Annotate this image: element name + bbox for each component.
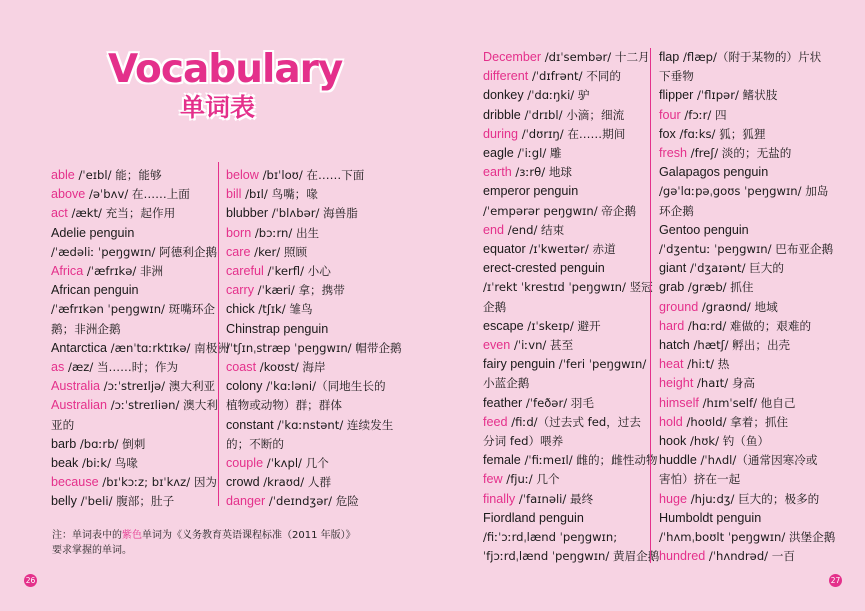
vocab-definition: /fiːˈɔːrdˌlænd ˈpeŋgwɪn;: [483, 530, 618, 545]
vocab-definition: 的；不断的: [226, 436, 284, 451]
vocab-entry: [659, 106, 835, 125]
vocab-entry: [226, 185, 402, 204]
vocab-entry: [51, 204, 229, 223]
vocab-entry: [483, 413, 659, 432]
vocab-word: heat: [659, 357, 684, 372]
vocab-entry: [483, 144, 659, 163]
vocab-entry: [483, 278, 659, 297]
vocab-word: belly: [51, 494, 77, 509]
vocab-word: emperor penguin: [483, 184, 579, 199]
word-column-3: [483, 48, 659, 566]
vocab-definition: ˈfjɔːrdˌlænd ˈpeŋgwɪn/ 黄眉企鹅: [483, 549, 660, 564]
vocab-definition: /bɪl/ 鸟嘴；喙: [241, 187, 318, 202]
vocab-word: Fiordland penguin: [483, 510, 584, 525]
page-number-right: 27: [830, 576, 841, 585]
page-number-left: 26: [25, 576, 36, 585]
vocab-definition: /ˈbeli/ 腹部；肚子: [76, 494, 175, 509]
vocab-definition: /hætʃ/ 孵出；出壳: [689, 338, 791, 353]
vocab-entry: [483, 48, 659, 67]
vocab-definition: /ˈflɪpər/ 鳍状肢: [693, 88, 778, 103]
vocab-definition: 企鹅: [483, 299, 507, 314]
vocab-entry: [659, 451, 835, 470]
vocab-word: eagle: [483, 146, 514, 161]
vocab-word: care: [226, 244, 251, 259]
vocab-word: flap: [659, 50, 680, 64]
vocab-word: crowd: [226, 475, 260, 490]
vocab-definition: /əˈbʌv/ 在……上面: [85, 187, 190, 202]
vocab-word: Australia: [51, 379, 100, 394]
vocab-definition: /ænˈtɑːrktɪkə/ 南极洲: [107, 340, 229, 355]
vocab-entry: [483, 528, 659, 547]
vocab-word: fairy penguin: [483, 357, 556, 372]
vocab-definition: /fiːd/（过去式 fed，过去: [507, 414, 641, 429]
vocab-entry: [659, 67, 835, 86]
vocab-definition: /hʊk/ 钓（鱼）: [686, 434, 770, 449]
vocab-entry: [483, 221, 659, 240]
vocab-entry: [226, 166, 402, 185]
vocab-word: constant: [226, 417, 274, 432]
vocab-word: carry: [226, 283, 254, 298]
vocab-definition: /ˈdɪfrənt/ 不同的: [528, 69, 621, 84]
vocab-entry: [483, 202, 659, 221]
vocab-entry: [659, 317, 835, 336]
vocab-entry: [51, 358, 229, 377]
vocab-word: feed: [483, 414, 508, 429]
vocab-definition: 环企鹅: [659, 203, 694, 218]
vocab-entry: [483, 317, 659, 336]
vocab-definition: /graʊnd/ 地域: [698, 299, 778, 314]
vocab-word: erect-crested penguin: [483, 261, 605, 276]
vocab-entry: [659, 432, 835, 451]
vocab-entry: [226, 377, 402, 396]
vocab-entry: [483, 163, 659, 182]
vocab-entry: [51, 416, 229, 435]
column-divider-left: [218, 162, 219, 506]
vocab-entry: [483, 298, 659, 317]
vocab-definition: /bɪˈloʊ/ 在……下面: [258, 168, 365, 182]
vocab-definition: /hiːt/ 热: [683, 357, 730, 372]
vocab-entry: [659, 259, 835, 278]
vocab-word: Adelie penguin: [51, 225, 135, 240]
vocab-definition: /ˈhʌndrəd/ 一百: [705, 549, 795, 564]
vocab-entry: [483, 490, 659, 509]
vocab-word: Australian: [51, 398, 108, 413]
vocab-definition: /ˈhʌmˌboʊlt ˈpeŋgwɪn/ 洪堡企鹅: [659, 530, 836, 545]
vocab-definition: /ˈdʊrɪŋ/ 在……期间: [518, 126, 626, 141]
vocab-definition: /gəˈlɑːpəˌgoʊs ˈpeŋgwɪn/ 加岛: [659, 184, 829, 199]
vocab-entry: [659, 48, 835, 67]
vocab-entry: [226, 454, 402, 473]
vocab-word: different: [483, 69, 529, 84]
vocab-definition: /fjuː/ 几个: [502, 472, 560, 487]
vocab-definition: /ɔːˈstreɪljə/ 澳大利亚: [100, 379, 216, 394]
vocab-entry: [659, 125, 835, 144]
vocab-definition: 分词 fed）喂养: [483, 434, 564, 449]
vocab-definition: /ˈfeðər/ 羽毛: [522, 395, 594, 410]
vocab-definition: 鹅；非洲企鹅: [51, 321, 121, 336]
column-divider-right: [650, 48, 651, 563]
vocab-entry: [226, 300, 402, 319]
vocab-entry: [659, 202, 835, 221]
vocab-definition: /ˈæfrɪkən ˈpeŋgwɪn/ 斑嘴环企: [51, 302, 216, 317]
vocab-definition: 害怕）挤在一起: [659, 472, 741, 487]
vocab-entry: [483, 374, 659, 393]
vocab-word: female: [483, 453, 521, 468]
vocab-definition: /ˈiːgl/ 雕: [513, 146, 562, 161]
vocab-definition: /ker/ 照顾: [250, 244, 308, 259]
vocab-entry: [226, 339, 402, 358]
vocab-word: beak: [51, 456, 79, 471]
vocab-definition: /dɪˈsembər/ 十二月: [541, 50, 650, 64]
vocab-definition: /ɪˈrekt ˈkrestɪd ˈpeŋgwɪn/ 竖冠: [483, 280, 653, 295]
vocab-definition: 植物或动物）群；群体: [226, 398, 342, 413]
vocab-word: ground: [659, 299, 699, 314]
vocab-entry: [483, 451, 659, 470]
vocab-word: grab: [659, 280, 685, 295]
vocab-definition: /ˈiːvn/ 甚至: [510, 338, 574, 353]
vocab-word: hard: [659, 318, 685, 333]
vocab-word: earth: [483, 165, 512, 180]
vocab-word: equator: [483, 242, 526, 257]
vocab-word: danger: [226, 494, 266, 509]
vocab-definition: /ˈferi ˈpeŋgwɪn/: [555, 357, 647, 372]
title-english: Vocabulary: [108, 47, 343, 92]
vocab-word: hundred: [659, 549, 706, 564]
vocab-entry: [51, 473, 229, 492]
vocab-entry: [659, 394, 835, 413]
vocab-entry: [226, 320, 402, 339]
vocab-definition: /biːk/ 鸟喙: [78, 456, 138, 471]
vocab-word: feather: [483, 395, 523, 410]
vocabulary-title: [108, 47, 343, 138]
vocab-word: hatch: [659, 338, 690, 353]
vocab-word: Antarctica: [51, 340, 107, 355]
vocab-definition: /ˈdeɪndʒər/ 危险: [265, 494, 359, 509]
vocab-word: above: [51, 187, 86, 202]
vocab-definition: /freʃ/ 淡的；无盐的: [687, 146, 792, 161]
vocab-word: December: [483, 50, 542, 64]
title-chinese: 单词表: [180, 93, 256, 122]
vocab-entry: [226, 262, 402, 281]
vocab-entry: [659, 240, 835, 259]
vocab-entry: [483, 394, 659, 413]
vocab-word: Africa: [51, 264, 84, 279]
vocab-word: Galapagos penguin: [659, 165, 769, 180]
vocab-definition: /ækt/ 充当；起作用: [67, 206, 176, 221]
vocab-word: during: [483, 126, 519, 141]
vocab-entry: [659, 298, 835, 317]
vocab-definition: /hɪmˈself/ 他自己: [698, 395, 796, 410]
vocab-definition: /ɪˈskeɪp/ 避开: [523, 318, 601, 333]
vocab-word: African penguin: [51, 283, 139, 298]
vocab-entry: [226, 243, 402, 262]
vocab-definition: /ɜːrθ/ 地球: [511, 165, 573, 180]
vocab-definition: /ˈhʌdl/（通常因寒冷或: [696, 453, 818, 468]
footnote: [52, 528, 362, 558]
vocab-entry: [51, 492, 229, 511]
vocab-definition: /ˈæfrɪkə/ 非洲: [83, 264, 164, 279]
vocab-entry: [483, 509, 659, 528]
vocab-entry: [483, 240, 659, 259]
vocab-entry: [659, 470, 835, 489]
vocab-definition: /ˈdʒaɪənt/ 巨大的: [686, 261, 784, 276]
vocab-entry: [51, 454, 229, 473]
vocab-entry: [659, 528, 835, 547]
vocab-definition: /ˈfiːmeɪl/ 雌的；雌性动物: [520, 453, 658, 468]
vocab-definition: /flæp/（附于某物的）片状: [679, 50, 822, 64]
vocab-word: huge: [659, 491, 688, 506]
vocab-definition: 下垂物: [659, 69, 694, 84]
vocab-entry: [659, 490, 835, 509]
vocab-word: born: [226, 225, 252, 240]
vocab-entry: [659, 182, 835, 201]
vocab-word: hold: [659, 414, 683, 429]
vocab-word: even: [483, 338, 511, 353]
vocab-entry: [483, 336, 659, 355]
vocab-definition: /kraʊd/ 人群: [259, 475, 332, 490]
vocab-word: finally: [483, 491, 516, 506]
vocab-entry: [226, 204, 402, 223]
vocab-word: Chinstrap penguin: [226, 321, 329, 336]
word-column-2: [226, 166, 402, 512]
vocab-definition: /ˈfaɪnəli/ 最终: [515, 491, 594, 506]
footnote-suffix: 单词为《义务教育英语课程标准（2011 年版）》要求掌握的单词。: [52, 530, 356, 556]
vocab-definition: /ˈdɑːŋki/ 驴: [523, 88, 590, 103]
vocab-definition: /ɔːˈstreɪliən/ 澳大利: [107, 398, 218, 413]
vocab-entry: [51, 300, 229, 319]
word-column-1: [51, 166, 229, 512]
vocab-entry: [226, 224, 402, 243]
vocab-word: donkey: [483, 88, 524, 103]
vocab-entry: [226, 396, 402, 415]
vocab-word: coast: [226, 360, 257, 375]
vocab-word: four: [659, 107, 681, 122]
vocab-entry: [226, 473, 402, 492]
vocab-definition: /ˈædəliː ˈpeŋgwɪn/ 阿德利企鹅: [51, 244, 218, 259]
vocab-definition: /haɪt/ 身高: [693, 376, 756, 391]
vocab-entry: [483, 259, 659, 278]
vocab-entry: [483, 547, 659, 566]
footnote-prefix: 注：单词表中的: [52, 530, 122, 541]
vocab-word: act: [51, 206, 68, 221]
vocab-definition: /ˈeɪbl/ 能；能够: [74, 168, 162, 182]
vocab-definition: /bɪˈkɔːz; bɪˈkʌz/ 因为: [98, 475, 218, 490]
vocab-entry: [659, 413, 835, 432]
vocab-entry: [659, 374, 835, 393]
vocab-entry: [51, 224, 229, 243]
vocab-definition: /ɪˈkweɪtər/ 赤道: [525, 242, 616, 257]
vocab-definition: /ˈkɑːnstənt/ 连续发生: [273, 417, 394, 432]
vocab-entry: [483, 86, 659, 105]
vocab-definition: /ˈkæri/ 拿；携带: [254, 283, 345, 298]
vocab-word: flipper: [659, 88, 694, 103]
vocab-entry: [659, 163, 835, 182]
vocab-entry: [51, 262, 229, 281]
vocab-definition: 小蓝企鹅: [483, 376, 530, 391]
vocab-entry: [659, 86, 835, 105]
vocab-word: giant: [659, 261, 687, 276]
vocab-entry: [483, 106, 659, 125]
vocab-word: escape: [483, 318, 524, 333]
vocab-definition: /bɑːrb/ 倒刺: [76, 436, 146, 451]
vocab-word: hook: [659, 434, 687, 449]
vocab-word: below: [226, 168, 259, 182]
vocab-word: as: [51, 360, 65, 375]
vocab-word: bill: [226, 187, 242, 202]
vocab-definition: /ˈdrɪbl/ 小滴；细流: [520, 107, 625, 122]
vocab-entry: [51, 396, 229, 415]
vocab-definition: /koʊst/ 海岸: [256, 360, 326, 375]
vocab-entry: [51, 377, 229, 396]
vocab-entry: [51, 185, 229, 204]
vocab-definition: /ˈtʃɪnˌstræp ˈpeŋgwɪn/ 帽带企鹅: [226, 340, 402, 355]
vocab-definition: /ˈempərər peŋgwɪn/ 帝企鹅: [483, 203, 637, 218]
vocab-entry: [483, 125, 659, 144]
vocab-definition: /ˈkɑːləni/（同地生长的: [262, 379, 386, 394]
vocab-definition: /hjuːdʒ/ 巨大的；极多的: [687, 491, 820, 506]
vocab-entry: [659, 221, 835, 240]
vocab-entry: [226, 435, 402, 454]
vocab-entry: [659, 355, 835, 374]
vocab-word: blubber: [226, 206, 269, 221]
vocab-definition: /end/ 结束: [504, 222, 565, 237]
vocab-entry: [659, 547, 835, 566]
vocab-entry: [659, 509, 835, 528]
vocab-word: couple: [226, 456, 264, 471]
vocab-entry: [51, 339, 229, 358]
vocab-definition: /tʃɪk/ 雏鸟: [254, 302, 313, 317]
vocab-entry: [51, 320, 229, 339]
vocab-entry: [483, 432, 659, 451]
vocab-entry: [483, 470, 659, 489]
vocab-definition: /hɑːrd/ 难做的；艰难的: [684, 318, 812, 333]
vocab-definition: /æz/ 当……时；作为: [64, 360, 179, 375]
vocab-word: himself: [659, 395, 699, 410]
vocab-word: Gentoo penguin: [659, 222, 749, 237]
vocab-word: huddle: [659, 453, 697, 468]
vocab-entry: [226, 492, 402, 511]
vocab-word: able: [51, 168, 75, 182]
vocab-definition: 亚的: [51, 417, 75, 432]
vocab-definition: /græb/ 抓住: [684, 280, 754, 295]
vocab-entry: [51, 435, 229, 454]
vocab-entry: [659, 144, 835, 163]
vocab-word: dribble: [483, 107, 521, 122]
vocab-word: height: [659, 376, 694, 391]
vocab-entry: [226, 281, 402, 300]
vocab-word: barb: [51, 436, 77, 451]
vocab-entry: [226, 358, 402, 377]
vocab-entry: [483, 67, 659, 86]
vocab-entry: [51, 281, 229, 300]
vocab-word: end: [483, 222, 505, 237]
vocab-word: careful: [226, 264, 264, 279]
vocab-entry: [483, 355, 659, 374]
vocab-word: fox: [659, 126, 676, 141]
vocab-definition: /fɔːr/ 四: [680, 107, 727, 122]
vocab-word: chick: [226, 302, 255, 317]
footnote-highlight: 紫色: [122, 530, 142, 541]
vocab-definition: /ˈdʒentuː ˈpeŋgwɪn/ 巴布亚企鹅: [659, 242, 834, 257]
vocab-definition: /fɑːks/ 狐；狐狸: [675, 126, 766, 141]
vocab-entry: [659, 336, 835, 355]
vocab-definition: /bɔːrn/ 出生: [251, 225, 320, 240]
vocab-entry: [483, 182, 659, 201]
vocab-word: colony: [226, 379, 263, 394]
vocab-word: Humboldt penguin: [659, 510, 762, 525]
vocab-definition: /ˈkerfl/ 小心: [263, 264, 331, 279]
vocab-word: few: [483, 472, 503, 487]
word-column-4: [659, 48, 835, 566]
vocab-entry: [51, 243, 229, 262]
vocab-entry: [51, 166, 229, 185]
vocab-definition: /ˈkʌpl/ 几个: [263, 456, 329, 471]
vocab-definition: /hoʊld/ 拿着；抓住: [682, 414, 789, 429]
vocab-entry: [226, 416, 402, 435]
vocab-word: because: [51, 475, 99, 490]
vocab-word: fresh: [659, 146, 687, 161]
vocab-definition: /ˈblʌbər/ 海兽脂: [268, 206, 358, 221]
vocab-entry: [659, 278, 835, 297]
